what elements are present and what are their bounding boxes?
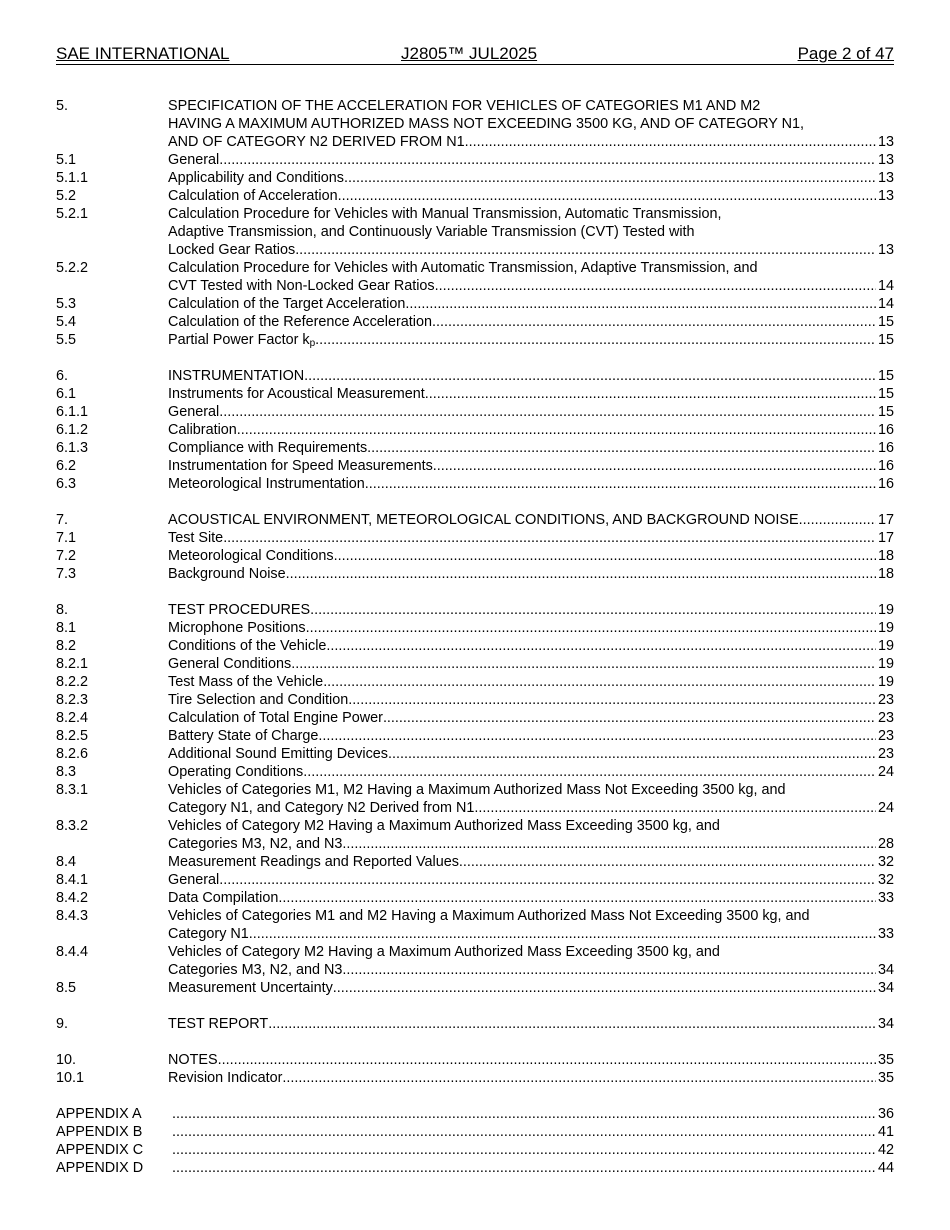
toc-number: 8.3.2 bbox=[56, 818, 89, 834]
toc-title: Locked Gear Ratios bbox=[168, 242, 296, 258]
toc-entry-6-3[interactable] bbox=[56, 475, 894, 493]
toc-page: 16 bbox=[877, 422, 894, 438]
toc-leader-dots bbox=[342, 835, 876, 853]
toc-title: Instruments for Acoustical Measurement bbox=[168, 386, 425, 402]
toc-page: 23 bbox=[877, 710, 894, 726]
header-doc-id: J2805™ JUL2025 bbox=[401, 44, 538, 63]
toc-page: 17 bbox=[877, 512, 894, 528]
toc-number: 8.2 bbox=[56, 638, 77, 654]
toc-entry-8-2-2[interactable] bbox=[56, 673, 894, 691]
toc-page: 16 bbox=[877, 458, 894, 474]
toc-leader-dots bbox=[223, 529, 876, 547]
toc-page: 13 bbox=[877, 170, 894, 186]
toc-leader-dots bbox=[218, 1051, 876, 1069]
toc-title: NOTES bbox=[168, 1052, 218, 1068]
toc-title: TEST PROCEDURES bbox=[168, 602, 311, 618]
toc-leader-dots bbox=[465, 133, 876, 151]
toc-leader-dots bbox=[367, 439, 876, 457]
toc-leader-dots bbox=[172, 1159, 876, 1177]
toc-title: Tire Selection and Condition bbox=[168, 692, 349, 708]
toc-leader-dots bbox=[295, 241, 876, 259]
toc-leader-dots bbox=[338, 187, 876, 205]
page-header bbox=[56, 44, 894, 65]
toc-title: AND OF CATEGORY N2 DERIVED FROM N1 bbox=[168, 134, 465, 150]
toc-number: 5.2 bbox=[56, 188, 77, 204]
toc-leader-dots bbox=[383, 709, 876, 727]
toc-title: TEST REPORT bbox=[168, 1016, 269, 1032]
toc-leader-dots bbox=[286, 565, 876, 583]
toc-entry-8-4-1[interactable] bbox=[56, 871, 894, 889]
toc-number: 7. bbox=[56, 512, 69, 528]
toc-leader-dots bbox=[348, 691, 876, 709]
toc-page: 19 bbox=[877, 656, 894, 672]
toc-leader-dots bbox=[268, 1015, 876, 1033]
toc-title: Test Site bbox=[168, 530, 224, 546]
toc-page: 15 bbox=[877, 404, 894, 420]
toc-number: 8.2.5 bbox=[56, 728, 89, 744]
toc-number: 8. bbox=[56, 602, 69, 618]
toc-entry-6-1[interactable] bbox=[56, 385, 894, 403]
toc-page: 32 bbox=[877, 854, 894, 870]
toc-title-text: Partial Power Factor k bbox=[168, 332, 310, 348]
toc-leader-dots bbox=[334, 547, 876, 565]
toc-page: 23 bbox=[877, 746, 894, 762]
toc-leader-dots bbox=[318, 727, 876, 745]
toc-leader-dots bbox=[172, 1141, 876, 1159]
toc-page: 36 bbox=[877, 1106, 894, 1122]
toc-title: Calculation of the Reference Acceleration bbox=[168, 314, 432, 330]
toc-entry-5-2[interactable] bbox=[56, 187, 894, 205]
toc-number: 6.1.2 bbox=[56, 422, 89, 438]
toc-leader-dots bbox=[172, 1123, 876, 1141]
toc-page: 15 bbox=[877, 314, 894, 330]
toc-number: 7.1 bbox=[56, 530, 77, 546]
toc-number: 8.3 bbox=[56, 764, 77, 780]
toc-title-line: Adaptive Transmission, and Continuously Variable Transmission (CVT) Tested with bbox=[168, 224, 695, 240]
toc-entry-10-1[interactable] bbox=[56, 1069, 894, 1087]
toc-title: Applicability and Conditions bbox=[168, 170, 344, 186]
toc-entry-appendix-c[interactable] bbox=[56, 1141, 894, 1159]
toc-number: 6.1.3 bbox=[56, 440, 89, 456]
toc-number: APPENDIX B bbox=[56, 1124, 143, 1140]
toc-number: 6.2 bbox=[56, 458, 77, 474]
toc-entry-5-3[interactable] bbox=[56, 295, 894, 313]
toc-number: 6.1 bbox=[56, 386, 77, 402]
toc-title: Category N1 bbox=[168, 926, 249, 942]
toc-number: 5.3 bbox=[56, 296, 77, 312]
toc-page: 16 bbox=[877, 476, 894, 492]
toc-page: 13 bbox=[877, 242, 894, 258]
toc-number: 8.2.3 bbox=[56, 692, 89, 708]
toc-title: Revision Indicator bbox=[168, 1070, 283, 1086]
toc-entry-5-5[interactable] bbox=[56, 331, 894, 349]
toc-number: 6.1.1 bbox=[56, 404, 89, 420]
toc-title: Measurement Uncertainty bbox=[168, 980, 333, 996]
toc-leader-dots bbox=[237, 421, 876, 439]
toc-title: Calculation of the Target Acceleration bbox=[168, 296, 406, 312]
toc-number: 5.4 bbox=[56, 314, 77, 330]
toc-leader-dots bbox=[326, 637, 876, 655]
table-of-contents bbox=[56, 97, 894, 1177]
header-org: SAE INTERNATIONAL bbox=[56, 44, 230, 63]
toc-page: 34 bbox=[877, 980, 894, 996]
toc-entry-6-1-1[interactable] bbox=[56, 403, 894, 421]
toc-title: Meteorological Conditions bbox=[168, 548, 334, 564]
toc-entry-8-2-3[interactable] bbox=[56, 691, 894, 709]
toc-page: 24 bbox=[877, 800, 894, 816]
toc-title-line: SPECIFICATION OF THE ACCELERATION FOR VEHICLES OF CATEGORIES M1 AND M2 bbox=[168, 98, 761, 114]
toc-entry-8[interactable] bbox=[56, 601, 894, 619]
toc-title: Background Noise bbox=[168, 566, 286, 582]
toc-entry-8-4-2[interactable] bbox=[56, 889, 894, 907]
toc-title-line: Vehicles of Category M2 Having a Maximum Authorized Mass Exceeding 3500 kg, and bbox=[168, 818, 720, 834]
toc-leader-dots bbox=[303, 763, 876, 781]
toc-entry-appendix-b[interactable] bbox=[56, 1123, 894, 1141]
toc-title bbox=[168, 331, 315, 349]
toc-entry-5-4[interactable] bbox=[56, 313, 894, 331]
toc-leader-dots bbox=[315, 331, 876, 349]
toc-number: 8.2.4 bbox=[56, 710, 89, 726]
toc-entry-8-2[interactable] bbox=[56, 637, 894, 655]
toc-page: 15 bbox=[877, 332, 894, 348]
toc-number: 8.4.4 bbox=[56, 944, 89, 960]
toc-leader-dots bbox=[323, 673, 876, 691]
toc-title: General Conditions bbox=[168, 656, 292, 672]
toc-title: Microphone Positions bbox=[168, 620, 306, 636]
toc-page: 13 bbox=[877, 188, 894, 204]
toc-entry-8-2-4[interactable] bbox=[56, 709, 894, 727]
toc-page: 42 bbox=[877, 1142, 894, 1158]
toc-title-line: HAVING A MAXIMUM AUTHORIZED MASS NOT EXCEEDING 3500 KG, AND OF CATEGORY N1, bbox=[168, 116, 804, 132]
toc-page: 19 bbox=[877, 638, 894, 654]
toc-page: 14 bbox=[877, 296, 894, 312]
toc-leader-dots bbox=[333, 979, 876, 997]
toc-leader-dots bbox=[459, 853, 876, 871]
toc-entry-8-2-6[interactable] bbox=[56, 745, 894, 763]
toc-leader-dots bbox=[433, 457, 876, 475]
toc-page: 32 bbox=[877, 872, 894, 888]
toc-number: 9. bbox=[56, 1016, 69, 1032]
toc-entry-7-2[interactable] bbox=[56, 547, 894, 565]
toc-entry-6[interactable] bbox=[56, 367, 894, 385]
toc-page: 17 bbox=[877, 530, 894, 546]
toc-number: 5.2.1 bbox=[56, 206, 89, 222]
toc-entry-8-3[interactable] bbox=[56, 763, 894, 781]
toc-page: 19 bbox=[877, 602, 894, 618]
toc-title: Operating Conditions bbox=[168, 764, 304, 780]
toc-title-line: Calculation Procedure for Vehicles with Manual Transmission, Automatic Transmission, bbox=[168, 206, 722, 222]
toc-title: General bbox=[168, 872, 220, 888]
toc-title: Compliance with Requirements bbox=[168, 440, 368, 456]
toc-page: 14 bbox=[877, 278, 894, 294]
toc-entry-appendix-d[interactable] bbox=[56, 1159, 894, 1177]
header-page-number: Page 2 of 47 bbox=[797, 44, 894, 63]
toc-number: 8.2.2 bbox=[56, 674, 89, 690]
toc-leader-dots bbox=[306, 619, 876, 637]
toc-page: 18 bbox=[877, 548, 894, 564]
toc-entry-9[interactable] bbox=[56, 1015, 894, 1033]
toc-number: 8.2.6 bbox=[56, 746, 89, 762]
toc-entry-appendix-a[interactable] bbox=[56, 1105, 894, 1123]
toc-leader-dots bbox=[799, 511, 876, 529]
toc-number: 6. bbox=[56, 368, 69, 384]
toc-title: CVT Tested with Non-Locked Gear Ratios bbox=[168, 278, 435, 294]
toc-page: 23 bbox=[877, 692, 894, 708]
toc-number: 7.2 bbox=[56, 548, 77, 564]
toc-page: 13 bbox=[877, 152, 894, 168]
toc-leader-dots bbox=[474, 799, 876, 817]
toc-number: 5.5 bbox=[56, 332, 77, 348]
toc-title: INSTRUMENTATION bbox=[168, 368, 305, 384]
toc-leader-dots bbox=[249, 925, 876, 943]
toc-number: 8.4.1 bbox=[56, 872, 89, 888]
toc-page: 18 bbox=[877, 566, 894, 582]
toc-leader-dots bbox=[388, 745, 876, 763]
toc-number: 8.3.1 bbox=[56, 782, 89, 798]
toc-title: ACOUSTICAL ENVIRONMENT, METEOROLOGICAL CONDITIONS, AND BACKGROUND NOISE bbox=[168, 512, 799, 528]
toc-entry-6-2[interactable] bbox=[56, 457, 894, 475]
toc-leader-dots bbox=[425, 385, 876, 403]
toc-page: 35 bbox=[877, 1052, 894, 1068]
toc-leader-dots bbox=[365, 475, 876, 493]
toc-entry-5-2-1[interactable] bbox=[56, 205, 894, 259]
toc-number: 8.4 bbox=[56, 854, 77, 870]
toc-leader-dots bbox=[219, 871, 876, 889]
toc-leader-dots bbox=[282, 1069, 876, 1087]
toc-number: 8.4.2 bbox=[56, 890, 89, 906]
toc-page: 33 bbox=[877, 926, 894, 942]
toc-leader-dots bbox=[278, 889, 876, 907]
toc-page: 23 bbox=[877, 728, 894, 744]
toc-number: APPENDIX C bbox=[56, 1142, 144, 1158]
toc-entry-8-3-1[interactable] bbox=[56, 781, 894, 817]
toc-entry-8-4-3[interactable] bbox=[56, 907, 894, 943]
toc-number: 10.1 bbox=[56, 1070, 85, 1086]
toc-page: 41 bbox=[877, 1124, 894, 1140]
toc-page: 34 bbox=[877, 962, 894, 978]
toc-page: 34 bbox=[877, 1016, 894, 1032]
toc-title-line: Vehicles of Categories M1, M2 Having a Maximum Authorized Mass Not Exceeding 3500 kg, and bbox=[168, 782, 786, 798]
toc-title: Data Compilation bbox=[168, 890, 279, 906]
toc-title: Calibration bbox=[168, 422, 237, 438]
toc-entry-8-4[interactable] bbox=[56, 853, 894, 871]
toc-page: 28 bbox=[877, 836, 894, 852]
toc-page: 15 bbox=[877, 386, 894, 402]
toc-leader-dots bbox=[310, 601, 876, 619]
toc-title: Calculation of Acceleration bbox=[168, 188, 338, 204]
toc-title-line: Vehicles of Categories M1 and M2 Having a Maximum Authorized Mass Not Exceeding 3500 kg, and bbox=[168, 908, 810, 924]
toc-title: Instrumentation for Speed Measurements bbox=[168, 458, 433, 474]
toc-title: Additional Sound Emitting Devices bbox=[168, 746, 388, 762]
toc-number: 8.4.3 bbox=[56, 908, 89, 924]
toc-title: Measurement Readings and Reported Values bbox=[168, 854, 459, 870]
toc-page: 19 bbox=[877, 674, 894, 690]
toc-page: 44 bbox=[877, 1160, 894, 1176]
toc-leader-dots bbox=[435, 277, 876, 295]
toc-number: 8.1 bbox=[56, 620, 77, 636]
toc-number: APPENDIX D bbox=[56, 1160, 144, 1176]
toc-title: Conditions of the Vehicle bbox=[168, 638, 327, 654]
toc-leader-dots bbox=[432, 313, 876, 331]
toc-entry-7[interactable] bbox=[56, 511, 894, 529]
toc-title: Category N1, and Category N2 Derived from N1 bbox=[168, 800, 475, 816]
toc-entry-5-1[interactable] bbox=[56, 151, 894, 169]
toc-entry-7-3[interactable] bbox=[56, 565, 894, 583]
toc-title-line: Calculation Procedure for Vehicles with Automatic Transmission, Adaptive Transmission, and bbox=[168, 260, 758, 276]
toc-title: Calculation of Total Engine Power bbox=[168, 710, 383, 726]
toc-page: 15 bbox=[877, 368, 894, 384]
toc-entry-8-2-1[interactable] bbox=[56, 655, 894, 673]
toc-entry-5-1-1[interactable] bbox=[56, 169, 894, 187]
toc-entry-7-1[interactable] bbox=[56, 529, 894, 547]
toc-entry-5[interactable] bbox=[56, 97, 894, 151]
toc-leader-dots bbox=[405, 295, 876, 313]
toc-number: 5.2.2 bbox=[56, 260, 89, 276]
toc-leader-dots bbox=[342, 961, 876, 979]
toc-number: 8.2.1 bbox=[56, 656, 89, 672]
toc-leader-dots bbox=[219, 403, 876, 421]
toc-entry-8-1[interactable] bbox=[56, 619, 894, 637]
toc-page: 19 bbox=[877, 620, 894, 636]
toc-title-subscript: p bbox=[309, 338, 316, 349]
toc-number: 8.5 bbox=[56, 980, 77, 996]
toc-page: 33 bbox=[877, 890, 894, 906]
toc-entry-6-1-2[interactable] bbox=[56, 421, 894, 439]
toc-number: 5.1 bbox=[56, 152, 77, 168]
toc-page: 13 bbox=[877, 134, 894, 150]
toc-number: 5.1.1 bbox=[56, 170, 89, 186]
toc-title: Categories M3, N2, and N3 bbox=[168, 836, 343, 852]
toc-entry-10[interactable] bbox=[56, 1051, 894, 1069]
toc-leader-dots bbox=[304, 367, 876, 385]
toc-page: 24 bbox=[877, 764, 894, 780]
toc-leader-dots bbox=[172, 1105, 876, 1123]
toc-entry-8-2-5[interactable] bbox=[56, 727, 894, 745]
toc-title: General bbox=[168, 152, 220, 168]
toc-entry-5-2-2[interactable] bbox=[56, 259, 894, 295]
toc-title: Battery State of Charge bbox=[168, 728, 319, 744]
toc-title-line: Vehicles of Category M2 Having a Maximum Authorized Mass Exceeding 3500 kg, and bbox=[168, 944, 720, 960]
toc-page: 35 bbox=[877, 1070, 894, 1086]
toc-number: APPENDIX A bbox=[56, 1106, 142, 1122]
toc-number: 7.3 bbox=[56, 566, 77, 582]
toc-leader-dots bbox=[291, 655, 876, 673]
toc-title: Categories M3, N2, and N3 bbox=[168, 962, 343, 978]
toc-title: Meteorological Instrumentation bbox=[168, 476, 365, 492]
toc-entry-8-5[interactable] bbox=[56, 979, 894, 997]
toc-entry-8-4-4[interactable] bbox=[56, 943, 894, 979]
toc-number: 5. bbox=[56, 98, 69, 114]
toc-entry-8-3-2[interactable] bbox=[56, 817, 894, 853]
toc-title: General bbox=[168, 404, 220, 420]
toc-number: 6.3 bbox=[56, 476, 77, 492]
toc-number: 10. bbox=[56, 1052, 77, 1068]
toc-leader-dots bbox=[344, 169, 876, 187]
toc-page: 16 bbox=[877, 440, 894, 456]
toc-entry-6-1-3[interactable] bbox=[56, 439, 894, 457]
toc-leader-dots bbox=[219, 151, 876, 169]
toc-title: Test Mass of the Vehicle bbox=[168, 674, 324, 690]
